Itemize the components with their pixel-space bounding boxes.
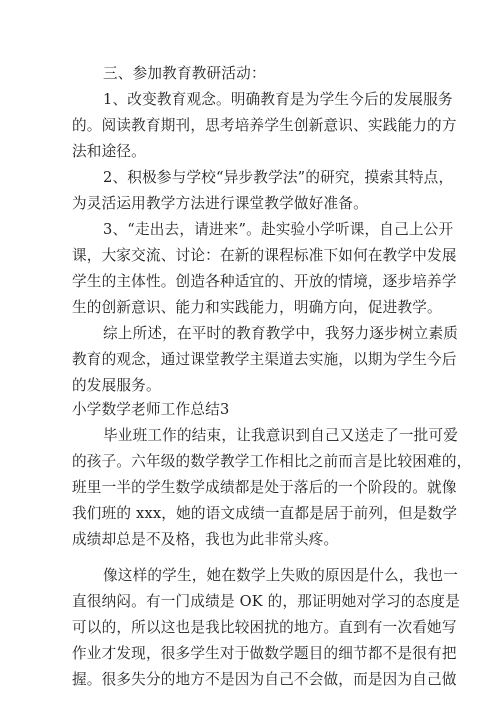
paragraph-line: 可以的，所以这也是我比较困扰的地方。直到有一次看她写 <box>72 619 457 636</box>
paragraph-line: 的发展服务。 <box>72 377 161 394</box>
paragraph-line: 成绩却总是不及格，我也为此非常头疼。 <box>72 531 339 548</box>
paragraph-line: 1、改变教育观念。明确教育是为学生今后的发展服务 <box>103 91 453 108</box>
paragraph-line: 的。阅读教育期刊，思考培养学生创新意识、实践能力的方 <box>72 117 457 134</box>
paragraph-line: 法和途径。 <box>72 143 146 160</box>
section-title: 小学数学老师工作总结3 <box>72 401 230 418</box>
paragraph-line: 学生的主体性。创造各种适宜的、开放的情境，逐步培养学 <box>72 273 457 290</box>
paragraph-line: 作业才发现，很多学生对于做数学题目的细节都不是很有把 <box>72 645 457 662</box>
paragraph-line: 课，大家交流、讨论：在新的课程标准下如何在教学中发展 <box>72 247 457 264</box>
paragraph-line: 教育的观念，通过课堂教学主渠道去实施，以期为学生今后 <box>72 351 457 368</box>
section-heading: 三、参加教育教研活动： <box>103 65 266 82</box>
paragraph-line: 综上所述，在平时的教育教学中，我努力逐步树立素质 <box>103 325 459 342</box>
paragraph-line: 生的创新意识、能力和实践能力，明确方向，促进教学。 <box>72 299 442 316</box>
paragraph-line: 毕业班工作的结束，让我意识到自己又送走了一批可爱 <box>103 427 459 444</box>
paragraph-line: 为灵活运用教学方法进行课堂教学做好准备。 <box>72 195 368 212</box>
paragraph-line: 直很纳闷。有一门成绩是 OK 的，那证明她对学习的态度是 <box>72 593 460 610</box>
paragraph-line: 的孩子。六年级的数学教学工作相比之前而言是比较困难的， <box>72 453 472 470</box>
paragraph-line: 班里一半的学生数学成绩都是处于落后的一个阶段的。就像 <box>72 479 457 496</box>
paragraph-line: 我们班的 xxx，她的语文成绩一直都是居于前列，但是数学 <box>72 505 458 522</box>
paragraph-line: 2、积极参与学校“异步教学法”的研究，摸索其特点， <box>103 169 454 186</box>
paragraph-line: 3、“走出去，请进来”。赴实验小学听课，自己上公开 <box>103 221 454 238</box>
paragraph-line: 握。很多失分的地方不是因为自己不会做，而是因为自己做 <box>72 671 457 688</box>
paragraph-line: 像这样的学生，她在数学上失败的原因是什么，我也一 <box>103 567 459 584</box>
